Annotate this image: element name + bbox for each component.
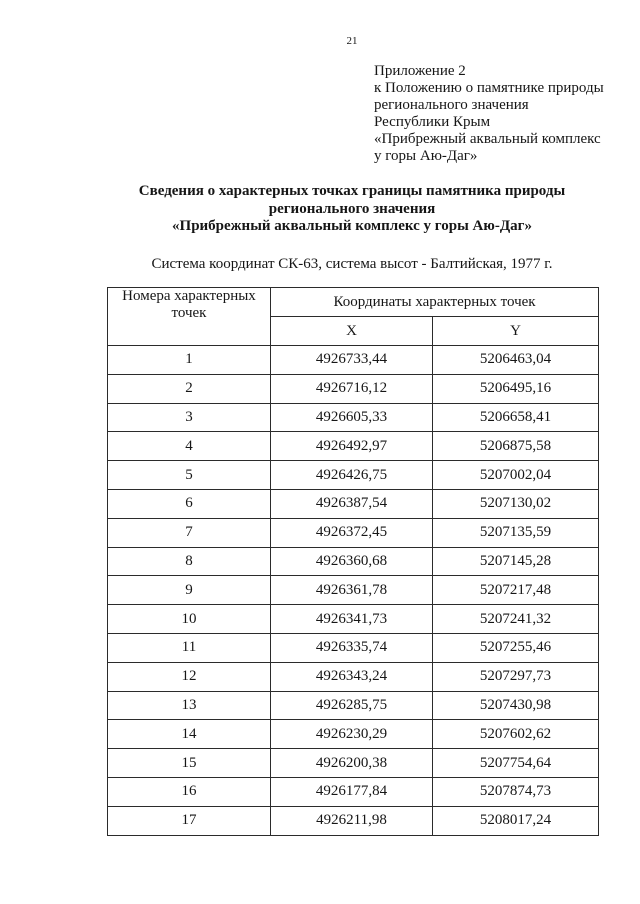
table-row [108,691,599,720]
page-number: 21 [346,35,358,47]
y-coordinate-cell: 5207130,02 [433,489,599,518]
table-row [108,346,599,375]
coordinate-system-note: Система координат СК-63, система высот - Балтийская, 1977 г. [151,256,553,272]
point-number-cell: 4 [108,432,271,461]
x-coordinate-cell: 4926733,44 [271,346,433,375]
appendix-line: к Положению о памятнике природы [374,80,604,96]
appendix-line: регионального значения [374,97,529,113]
y-coordinate-cell: 5207241,32 [433,605,599,634]
x-coordinate-cell: 4926341,73 [271,605,433,634]
x-coordinate-cell: 4926177,84 [271,777,433,806]
coordinates-column-header: Координаты характерных точек [271,288,599,317]
y-coordinate-cell: 5207217,48 [433,576,599,605]
appendix-line: Приложение 2 [374,63,466,79]
x-coordinate-cell: 4926200,38 [271,749,433,778]
y-coordinate-cell: 5207430,98 [433,691,599,720]
document-title [100,183,604,236]
y-coordinate-cell: 5207255,46 [433,633,599,662]
y-coordinate-cell: 5206463,04 [433,346,599,375]
x-coordinate-cell: 4926426,75 [271,461,433,490]
table-row [108,489,599,518]
appendix-line: у горы Аю-Даг» [374,148,478,164]
x-coordinate-cell: 4926335,74 [271,633,433,662]
appendix-line: Республики Крым [374,114,491,130]
y-coordinate-cell: 5207297,73 [433,662,599,691]
x-coordinate-cell: 4926360,68 [271,547,433,576]
coordinates-table [107,287,599,836]
x-coordinate-cell: 4926361,78 [271,576,433,605]
point-number-cell: 11 [108,633,271,662]
point-number-cell: 3 [108,403,271,432]
y-coordinate-cell: 5206875,58 [433,432,599,461]
table-row [108,749,599,778]
table-row [108,720,599,749]
point-number-cell: 14 [108,720,271,749]
point-number-cell: 8 [108,547,271,576]
point-number-cell: 6 [108,489,271,518]
y-coordinate-cell: 5206658,41 [433,403,599,432]
y-coordinate-cell: 5207874,73 [433,777,599,806]
x-coordinate-cell: 4926285,75 [271,691,433,720]
point-number-cell: 9 [108,576,271,605]
table-row [108,777,599,806]
table-row [108,461,599,490]
y-coordinate-cell: 5208017,24 [433,806,599,835]
appendix-note [374,63,604,165]
point-number-cell: 15 [108,749,271,778]
y-column-header: Y [433,317,599,346]
header-row [108,288,599,317]
table-row [108,633,599,662]
table-row [108,432,599,461]
point-number-cell: 13 [108,691,271,720]
x-coordinate-cell: 4926605,33 [271,403,433,432]
y-coordinate-cell: 5207602,62 [433,720,599,749]
x-coordinate-cell: 4926492,97 [271,432,433,461]
table-row [108,403,599,432]
point-number-cell: 17 [108,806,271,835]
point-number-cell: 12 [108,662,271,691]
title-line: «Прибрежный аквальный комплекс у горы Аю-Даг» [172,218,532,234]
y-coordinate-cell: 5207002,04 [433,461,599,490]
point-number-cell: 16 [108,777,271,806]
points-column-header: Номера характерных точек [108,288,271,346]
title-line: регионального значения [268,200,436,217]
table-header [108,288,599,346]
y-coordinate-cell: 5206495,16 [433,374,599,403]
x-coordinate-cell: 4926230,29 [271,720,433,749]
point-number-cell: 1 [108,346,271,375]
x-coordinate-cell: 4926387,54 [271,489,433,518]
x-coordinate-cell: 4926372,45 [271,518,433,547]
appendix-line: «Прибрежный аквальный комплекс [374,131,601,147]
table-row [108,518,599,547]
table-body [108,346,599,836]
table-row [108,576,599,605]
table-row [108,374,599,403]
table-row [108,662,599,691]
y-coordinate-cell: 5207754,64 [433,749,599,778]
x-coordinate-cell: 4926716,12 [271,374,433,403]
point-number-cell: 2 [108,374,271,403]
table-row [108,806,599,835]
table-row [108,605,599,634]
x-coordinate-cell: 4926211,98 [271,806,433,835]
title-line: Сведения о характерных точках границы памятника природы [138,183,566,199]
x-coordinate-cell: 4926343,24 [271,662,433,691]
point-number-cell: 7 [108,518,271,547]
point-number-cell: 5 [108,461,271,490]
x-column-header: X [271,317,433,346]
y-coordinate-cell: 5207145,28 [433,547,599,576]
table-row [108,547,599,576]
y-coordinate-cell: 5207135,59 [433,518,599,547]
point-number-cell: 10 [108,605,271,634]
